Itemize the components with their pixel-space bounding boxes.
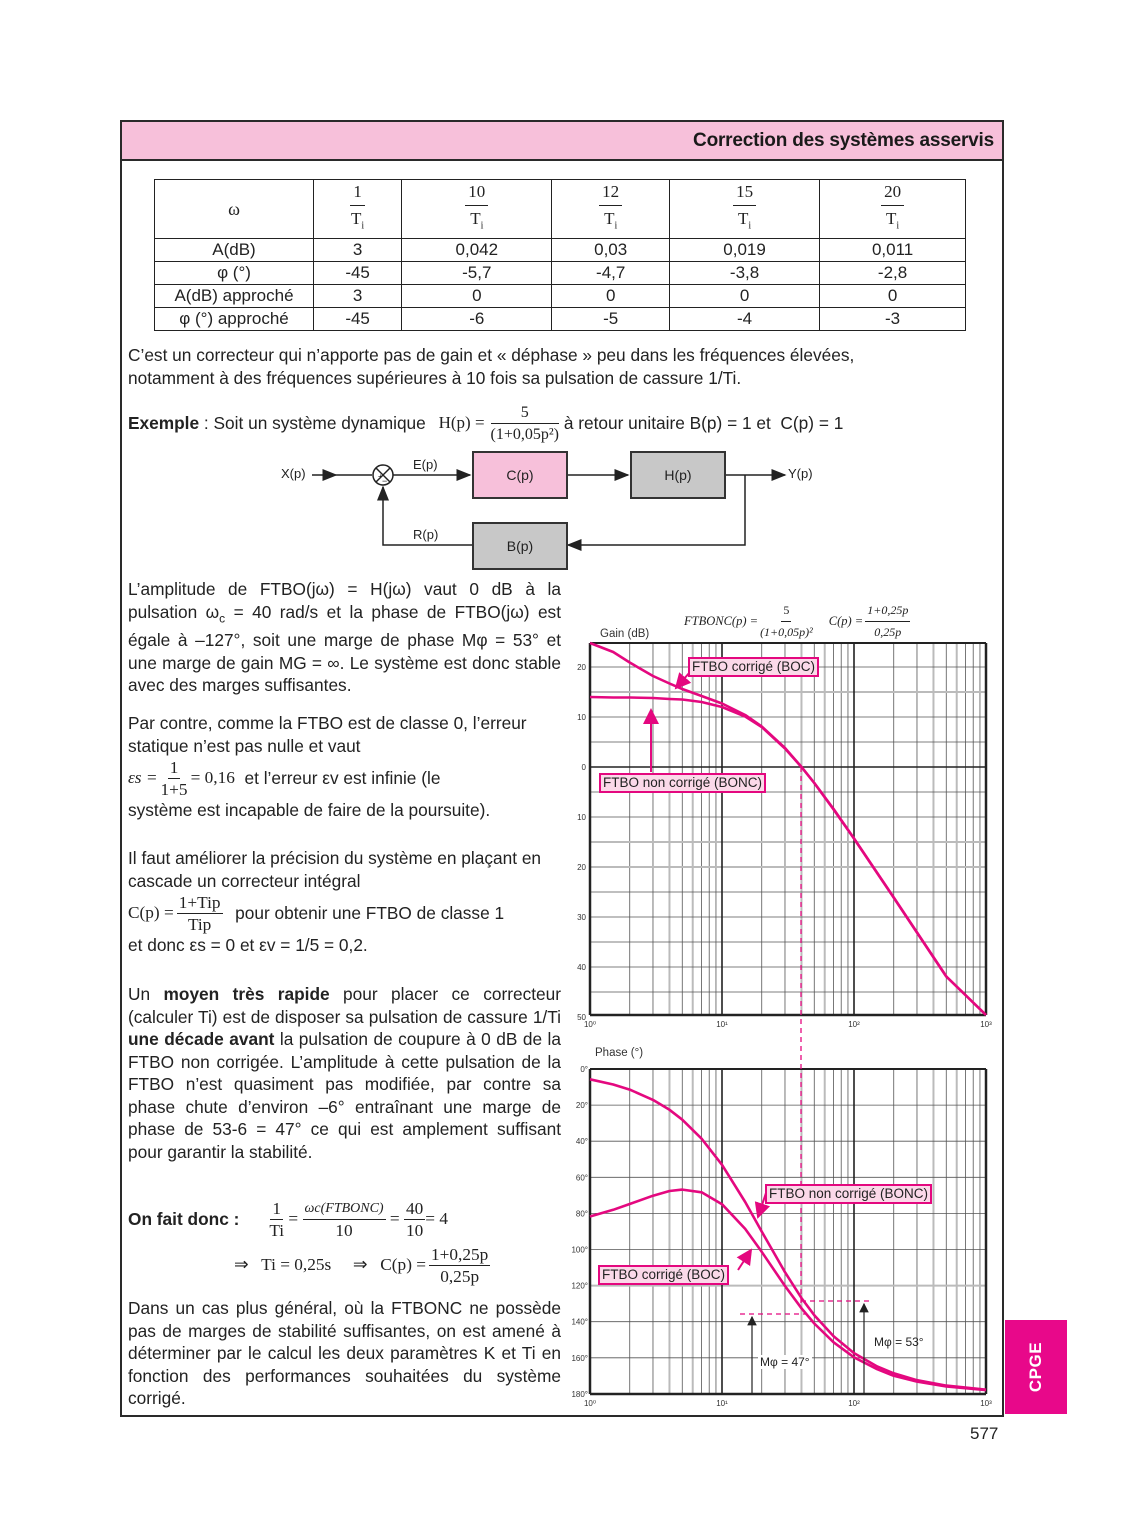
input-signal-label: X(p) — [281, 466, 306, 481]
table-cell: 0,042 — [402, 239, 552, 262]
svg-text:140°: 140° — [571, 1317, 588, 1327]
h-fraction: $\frac{5}{\text{(1+0,05p²)}}$ — [490, 403, 560, 443]
svg-text:0: 0 — [581, 763, 586, 772]
callout-bonc-gain: FTBO non corrigé (BONC) — [599, 773, 766, 793]
output-signal-label: Y(p) — [788, 466, 813, 481]
table-cell: 0 — [402, 285, 552, 308]
phase-margin-47-label: Mφ = 47° — [760, 1355, 810, 1369]
svg-text:10³: 10³ — [980, 1399, 992, 1408]
svg-text:180°: 180° — [571, 1389, 588, 1399]
phase-axis-label: Phase (°) — [595, 1047, 644, 1059]
svg-text:0°: 0° — [580, 1065, 588, 1074]
ftbonc-formula: FTBONC(p) = $\frac{5}{\text{(1+0,05p)²}}$ C(p) = $\frac{1+0,25p}{0,25p}$ — [684, 603, 909, 639]
intro-line-1: C’est un correcteur qui n’apporte pas de gain et « déphase » peu dans les fréquences élevées, — [128, 345, 855, 365]
table-cell: 0,03 — [552, 239, 670, 262]
svg-text:20°: 20° — [575, 1101, 588, 1111]
svg-text:−: − — [382, 476, 388, 486]
table-cell: 0 — [669, 285, 819, 308]
row-label: φ (°) approché — [155, 308, 314, 331]
paragraph-general-case: Dans un cas plus général, où la FTBONC ne possède pas de marges de stabilité suffisantes, on est amené à déterminer par le calcul les deux paramètres K et Ti en fonction des performances souhaitées du système corrigé. — [128, 1298, 561, 1408]
block-diagram — [0, 0, 1125, 600]
table-cell: -2,8 — [820, 262, 966, 285]
svg-text:120°: 120° — [571, 1281, 588, 1291]
row-label: A(dB) — [155, 239, 314, 262]
svg-text:30: 30 — [577, 913, 586, 922]
paragraph-computation: On fait donc : $\frac{1}{Ti}$ = $\frac{\text{ωc(FTBONC)}}{10}$ = $\frac{40}{10}$ = 4 ⇒ Ti = 0,25s ⇒ C(p) = $\frac{1+0,25p}{0,25p}$ — [128, 1198, 489, 1286]
svg-text:10: 10 — [577, 713, 586, 722]
svg-text:10⁰: 10⁰ — [583, 1020, 597, 1029]
svg-text:10²: 10² — [848, 1020, 860, 1029]
plant-block: H(p) — [630, 451, 726, 499]
paragraph-quick-method: Un moyen très rapide pour placer ce correcteur (calculer Ti) est de disposer sa pulsation de cassure 1/Ti une décade avant la pulsation de coupure à 0 dB de la FTBO non corrigée. L’amplitude à cette pulsation de la FTBO n’est quasiment pas modifiée, par contre sa phase chute d’environ –6° entraînant une marge de phase de 53-6 = 47° ce qui est amplement suffisant pour garantir la stabilité. — [128, 984, 562, 1162]
table-cell: -3,8 — [669, 262, 819, 285]
error-signal-label: E(p) — [413, 457, 438, 472]
table-cell: 0 — [552, 285, 670, 308]
svg-text:160°: 160° — [571, 1353, 588, 1363]
gain-axis-label: Gain (dB) — [600, 628, 650, 640]
table-cell: 3 — [314, 239, 402, 262]
svg-text:80°: 80° — [575, 1209, 588, 1219]
svg-text:10¹: 10¹ — [716, 1020, 728, 1029]
table-cell: 3 — [314, 285, 402, 308]
svg-text:+: + — [378, 472, 383, 481]
svg-text:40°: 40° — [575, 1137, 588, 1147]
table-cell: -4 — [669, 308, 819, 331]
svg-text:20: 20 — [577, 663, 586, 672]
omega-cell: $\frac{20}{T_i}$ — [820, 180, 966, 239]
row-label: φ (°) — [155, 262, 314, 285]
row-label: A(dB) approché — [155, 285, 314, 308]
paragraph-integral-corrector: Il faut améliorer la précision du système en plaçant en cascade un correcteur intégral C(p) = $\frac{\text{1+Tip}}{\text{Tip}}$ pour obtenir une FTBO de classe 1 et donc εs = 0 et εv = 1/5 = 0,2. — [128, 848, 542, 955]
omega-cell: $\frac{15}{T_i}$ — [669, 180, 819, 239]
omega-cell: $\frac{12}{T_i}$ — [552, 180, 670, 239]
table-cell: 0 — [820, 285, 966, 308]
svg-text:50: 50 — [577, 1013, 586, 1022]
svg-text:100°: 100° — [571, 1245, 588, 1255]
table-cell: 0,011 — [820, 239, 966, 262]
table-cell: -5 — [552, 308, 670, 331]
table-cell: -45 — [314, 308, 402, 331]
corrector-block: C(p) — [472, 451, 568, 499]
example-text: : Soit un système dynamique — [199, 412, 431, 433]
intro-line-2: notamment à des fréquences supérieures à 10 fois sa pulsation de cassure 1/Ti. — [128, 368, 742, 388]
table-cell: -45 — [314, 262, 402, 285]
callout-bonc-phase: FTBO non corrigé (BONC) — [765, 1184, 932, 1204]
svg-text:10³: 10³ — [980, 1020, 992, 1029]
svg-text:10: 10 — [577, 813, 586, 822]
svg-text:10⁰: 10⁰ — [583, 1399, 597, 1408]
callout-boc-gain: FTBO corrigé (BOC) — [688, 657, 819, 677]
h-label: H(p) = — [438, 412, 485, 432]
feedback-block: B(p) — [472, 522, 568, 570]
paragraph-static-error: Par contre, comme la FTBO est de classe 0, l’erreur statique n’est pas nulle et vaut εs = $\frac{1}{1+5}$ = 0,16 et l’erreur εv est infinie (le système est incapable de faire de la poursuite). — [128, 713, 527, 820]
table-cell: -5,7 — [402, 262, 552, 285]
page-number: 577 — [970, 1424, 999, 1443]
section-title: Correction des systèmes asservis — [693, 130, 994, 151]
callout-boc-phase: FTBO corrigé (BOC) — [598, 1265, 729, 1285]
phase-margin-53-label: Mφ = 53° — [874, 1335, 924, 1349]
svg-text:60°: 60° — [575, 1173, 588, 1183]
paragraph-margins: L’amplitude de FTBO(jω) = H(jω) vaut 0 dB à la pulsation $\omega_c = 40$ rad/s et la phase de FTBO(jω) est égale à –127°, soit une marge de phase Mφ = 53° et une marge de gain MG = ∞. Le système est donc stable avec des marges suffisantes. — [128, 579, 561, 696]
omega-cell: $\frac{10}{T_i}$ — [402, 180, 552, 239]
example-label: Exemple — [128, 412, 200, 433]
table-cell: -3 — [820, 308, 966, 331]
omega-label: ω — [155, 180, 314, 239]
omega-cell: $\frac{1}{T_i}$ — [314, 180, 402, 239]
svg-text:20: 20 — [577, 863, 586, 872]
example-tail: à retour unitaire B(p) = 1 et C(p) = 1 — [559, 412, 844, 433]
table-cell: -4,7 — [552, 262, 670, 285]
side-tab-cpge: CPGE — [1005, 1320, 1067, 1414]
svg-text:40: 40 — [577, 963, 586, 972]
feedback-signal-label: R(p) — [413, 527, 439, 542]
table-cell: -6 — [402, 308, 552, 331]
table-cell: 0,019 — [669, 239, 819, 262]
svg-text:10¹: 10¹ — [716, 1399, 728, 1408]
svg-text:10²: 10² — [848, 1399, 860, 1408]
